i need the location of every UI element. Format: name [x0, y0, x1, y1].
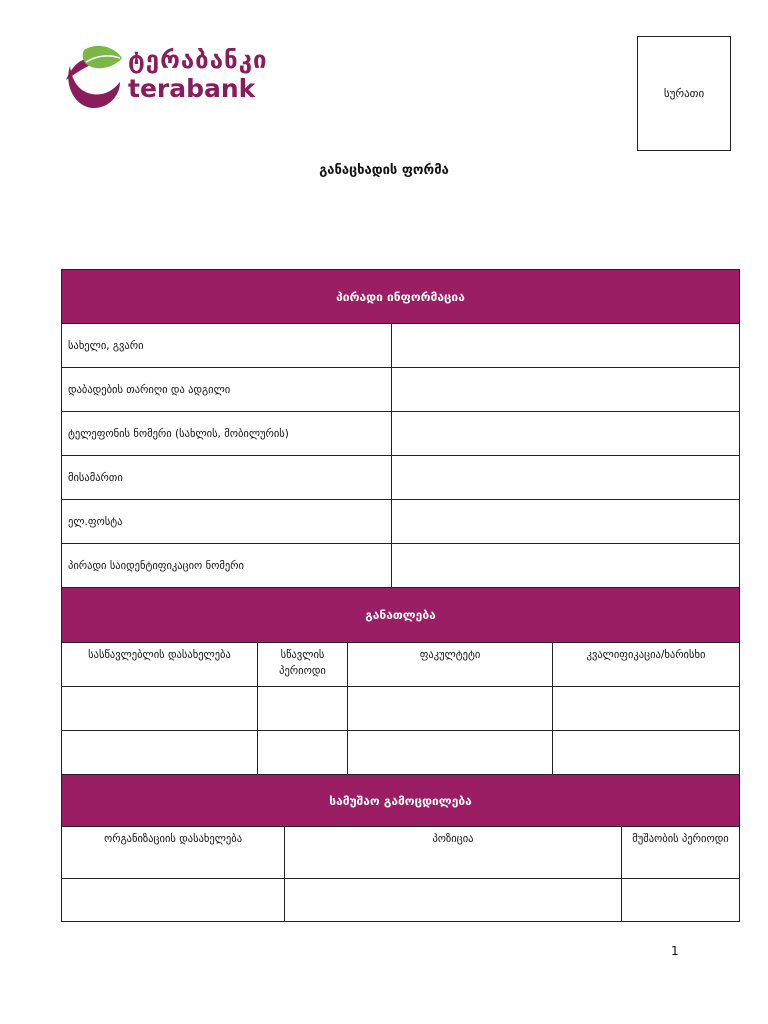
table-cell[interactable]: [622, 879, 740, 922]
logo-georgian-text: ტერაბანკი: [128, 46, 268, 74]
column-header-qualification: კვალიფიკაცია/ხარისხი: [553, 643, 740, 687]
field-label-email: ელ.ფოსტა: [62, 500, 392, 544]
field-value-birth-date-place[interactable]: [392, 368, 740, 412]
terabank-logo-icon: [62, 42, 124, 112]
table-row: [62, 879, 740, 922]
work-experience-table: [61, 774, 740, 922]
table-cell[interactable]: [62, 879, 285, 922]
column-header-work-period: მუშაობის პერიოდი: [622, 827, 740, 879]
table-row: [62, 731, 740, 775]
page-number: 1: [671, 944, 679, 958]
field-value-personal-id[interactable]: [392, 544, 740, 588]
field-value-address[interactable]: [392, 456, 740, 500]
field-label-birth-date-place: დაბადების თარიღი და ადგილი: [62, 368, 392, 412]
education-heading: განათლება: [62, 588, 740, 643]
table-cell[interactable]: [285, 879, 622, 922]
table-cell[interactable]: [62, 687, 258, 731]
personal-info-table: [61, 269, 740, 588]
photo-placeholder: [637, 36, 731, 151]
column-header-study-period: სწავლის პერიოდი: [258, 643, 348, 687]
form-title: განაცხადის ფორმა: [319, 163, 449, 178]
column-header-position: პოზიცია: [285, 827, 622, 879]
field-value-phone[interactable]: [392, 412, 740, 456]
field-value-email[interactable]: [392, 500, 740, 544]
personal-info-heading: პირადი ინფორმაცია: [62, 270, 740, 324]
table-row: [62, 687, 740, 731]
table-cell[interactable]: [258, 731, 348, 775]
field-label-phone: ტელეფონის ნომერი (სახლის, მობილურის): [62, 412, 392, 456]
table-cell[interactable]: [348, 687, 553, 731]
table-cell[interactable]: [553, 731, 740, 775]
field-label-full-name: სახელი, გვარი: [62, 324, 392, 368]
logo-latin-text: terabank: [128, 74, 256, 103]
photo-label: სურათი: [663, 87, 705, 100]
table-cell[interactable]: [258, 687, 348, 731]
education-table: [61, 587, 740, 775]
column-header-institution: სასწავლებლის დასახელება: [62, 643, 258, 687]
field-label-personal-id: პირადი საიდენტიფიკაციო ნომერი: [62, 544, 392, 588]
column-header-faculty: ფაკულტეტი: [348, 643, 553, 687]
table-cell[interactable]: [348, 731, 553, 775]
table-cell[interactable]: [62, 731, 258, 775]
field-value-full-name[interactable]: [392, 324, 740, 368]
terabank-logo: [62, 42, 272, 112]
work-experience-heading: სამუშაო გამოცდილება: [62, 775, 740, 827]
column-header-organization: ორგანიზაციის დასახელება: [62, 827, 285, 879]
field-label-address: მისამართი: [62, 456, 392, 500]
table-cell[interactable]: [553, 687, 740, 731]
